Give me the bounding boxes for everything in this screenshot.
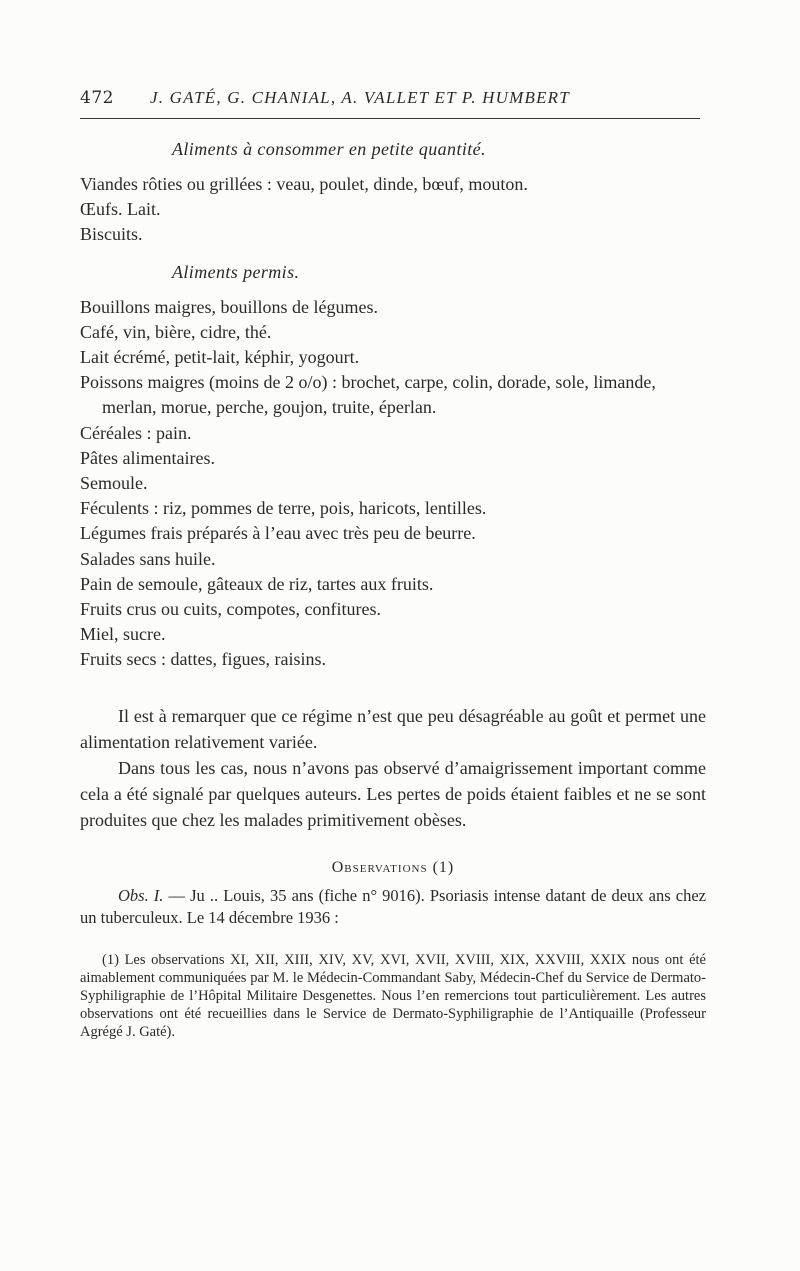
- observations-title: Observations (1): [331, 858, 455, 876]
- section-title-permis: Aliments permis.: [172, 261, 300, 282]
- list-petite-quantite: [80, 172, 706, 248]
- list-item: Viandes rôties ou grillées : veau, poulet, dinde, bœuf, mouton.: [80, 174, 528, 194]
- list-item: Café, vin, bière, cidre, thé.: [80, 321, 272, 342]
- page-content: [80, 88, 706, 1041]
- list-item: Légumes frais préparés à l’eau avec très peu de beurre.: [80, 523, 476, 544]
- page-number: 472: [80, 88, 114, 108]
- list-item: Bouillons maigres, bouillons de légumes.: [80, 296, 378, 317]
- paragraph: Il est à remarquer que ce régime n’est que peu désagréable au goût et permet une alimentation relativement variée.: [80, 705, 706, 752]
- spacer: [80, 687, 706, 703]
- list-item: Féculents : riz, pommes de terre, pois, haricots, lentilles.: [80, 498, 487, 519]
- section-title-petite-quantite: Aliments à consommer en petite quantité.: [172, 139, 486, 159]
- paragraph: Dans tous les cas, nous n’avons pas observé d’amaigrissement important comme cela a été signalé par quelques auteurs. Les pertes de poids étaient faibles et ne se sont produites que chez les malades primitivement obèses.: [80, 757, 706, 830]
- list-item: Semoule.: [80, 473, 148, 494]
- list-item: Salades sans huile.: [80, 548, 216, 569]
- observation-label: Obs. I.: [118, 885, 164, 905]
- list-item: Lait écrémé, petit-lait, képhir, yogourt.: [80, 347, 360, 368]
- running-head: [80, 88, 706, 108]
- list-item: Biscuits.: [80, 224, 143, 245]
- list-item: Fruits secs : dattes, figues, raisins.: [80, 649, 326, 670]
- list-permis: [80, 295, 706, 673]
- observation-text: — Ju .. Louis, 35 ans (fiche n° 9016). Psoriasis intense datant de deux ans chez un tuberculeux. Le 14 décembre 1936 :: [80, 885, 706, 927]
- list-item: Fruits crus ou cuits, compotes, confitures.: [80, 599, 381, 620]
- list-item: Poissons maigres (moins de 2 o/o) : brochet, carpe, colin, dorade, sole, limande, merlan, morue, perche, goujon, truite, éperlan.: [80, 372, 656, 418]
- running-head-authors: J. GATÉ, G. CHANIAL, A. VALLET ET P. HUMBERT: [150, 88, 570, 107]
- list-item: Œufs. Lait.: [80, 199, 161, 220]
- list-item: Céréales : pain.: [80, 422, 192, 443]
- header-rule: [80, 118, 700, 119]
- observation-paragraph: [80, 885, 706, 929]
- list-item: Pain de semoule, gâteaux de riz, tartes aux fruits.: [80, 573, 434, 594]
- list-item: Miel, sucre.: [80, 624, 166, 645]
- list-item: Pâtes alimentaires.: [80, 447, 215, 468]
- footnote: (1) Les observations XI, XII, XIII, XIV, XV, XVI, XVII, XVIII, XIX, XXVIII, XXIX nous ont été aimablement communiquées par M. le Médecin-Commandant Saby, Médecin-Chef du Service de Dermato-Syphiligraphie de l’Hôpital Militaire Desgenettes. Nous l’en remercions tout particulièrement. Les autres observations ont été recueillies dans le Service de Dermato-Syphiligraphie de l’Antiquaille (Professeur Agrégé J. Gaté).: [80, 951, 706, 1040]
